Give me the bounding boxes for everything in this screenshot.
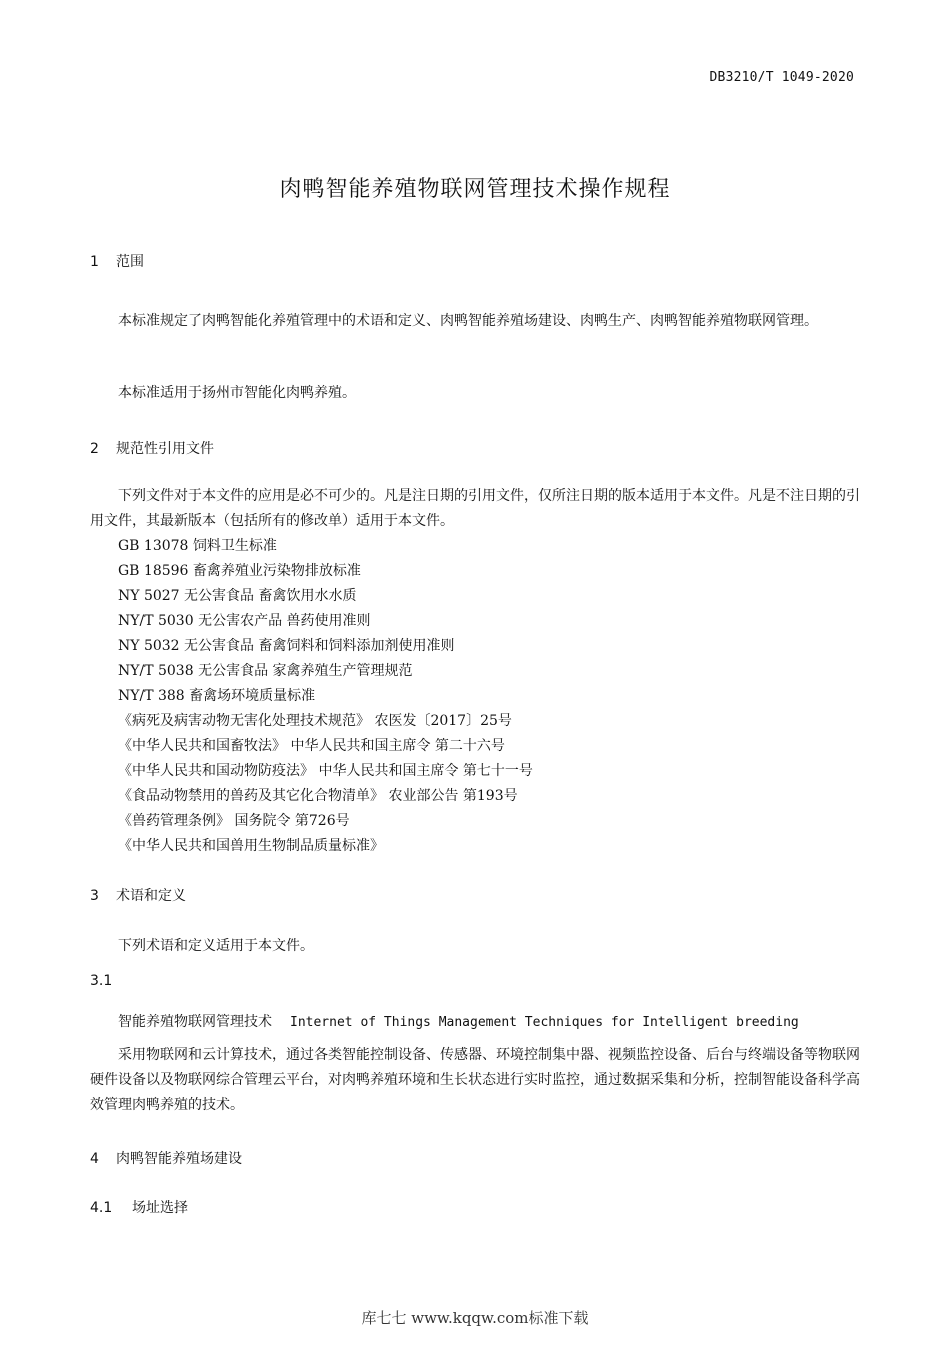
- reference-item: 《食品动物禁用的兽药及其它化合物清单》 农业部公告 第193号: [118, 788, 518, 804]
- footer-watermark: 库七七 www.kqqw.com标准下载: [361, 1309, 589, 1327]
- section-4-heading: [90, 1148, 242, 1168]
- subsection-title: 场址选择: [132, 1200, 188, 1216]
- section-title: 肉鸭智能养殖场建设: [116, 1151, 242, 1167]
- section-number: 1: [90, 254, 99, 270]
- reference-item: NY/T 388 畜禽场环境质量标准: [118, 688, 316, 704]
- section-title: 范围: [116, 254, 144, 270]
- section-2-heading: [90, 438, 214, 458]
- reference-item: 《兽药管理条例》 国务院令 第726号: [118, 813, 350, 829]
- reference-item: NY 5032 无公害食品 畜禽饲料和饲料添加剂使用准则: [118, 638, 455, 654]
- reference-item: NY/T 5030 无公害农产品 兽药使用准则: [118, 613, 371, 629]
- reference-item: 《中华人民共和国动物防疫法》 中华人民共和国主席令 第七十一号: [118, 763, 533, 779]
- section-1-paragraph-2: 本标准适用于扬州市智能化肉鸭养殖。: [118, 385, 356, 401]
- document-number: DB3210/T 1049-2020: [709, 70, 854, 85]
- reference-list: [118, 534, 533, 859]
- section-3-heading: [90, 885, 186, 905]
- reference-item: GB 18596 畜禽养殖业污染物排放标准: [118, 563, 361, 579]
- section-title: 术语和定义: [116, 888, 186, 904]
- term-number: 3.1: [90, 973, 113, 989]
- reference-item: NY 5027 无公害食品 畜禽饮用水水质: [118, 588, 357, 604]
- document-title: 肉鸭智能养殖物联网管理技术操作规程: [279, 177, 671, 202]
- reference-item: GB 13078 饲料卫生标准: [118, 538, 277, 554]
- reference-item: 《中华人民共和国畜牧法》 中华人民共和国主席令 第二十六号: [118, 738, 505, 754]
- section-number: 4: [90, 1151, 99, 1167]
- term-name-zh: 智能养殖物联网管理技术: [118, 1014, 272, 1030]
- subsection-4-1-heading: [90, 1197, 188, 1217]
- subsection-number: 4.1: [90, 1200, 113, 1216]
- section-1-paragraph-1: 本标准规定了肉鸭智能化养殖管理中的术语和定义、肉鸭智能养殖场建设、肉鸭生产、肉鸭智能养殖物联网管理。: [118, 313, 818, 329]
- term-name-en: Internet of Things Management Techniques for Intelligent breeding: [290, 1015, 799, 1030]
- reference-item: NY/T 5038 无公害食品 家禽养殖生产管理规范: [118, 663, 413, 679]
- term-heading: [118, 1011, 799, 1031]
- section-number: 3: [90, 888, 99, 904]
- section-number: 2: [90, 441, 99, 457]
- section-2-intro: 下列文件对于本文件的应用是必不可少的。凡是注日期的引用文件，仅所注日期的版本适用于本文件。凡是不注日期的引用文件，其最新版本（包括所有的修改单）适用于本文件。: [90, 488, 860, 529]
- section-3-intro: 下列术语和定义适用于本文件。: [118, 938, 314, 954]
- reference-item: 《中华人民共和国兽用生物制品质量标准》: [118, 838, 384, 854]
- term-definition: 采用物联网和云计算技术，通过各类智能控制设备、传感器、环境控制集中器、视频监控设备、后台与终端设备等物联网硬件设备以及物联网综合管理云平台，对肉鸭养殖环境和生长状态进行实时监控，通过数据采集和分析，控制智能设备科学高效管理肉鸭养殖的技术。: [90, 1047, 860, 1113]
- section-title: 规范性引用文件: [116, 441, 214, 457]
- reference-item: 《病死及病害动物无害化处理技术规范》 农医发〔2017〕25号: [118, 713, 512, 729]
- section-1-heading: [90, 251, 144, 271]
